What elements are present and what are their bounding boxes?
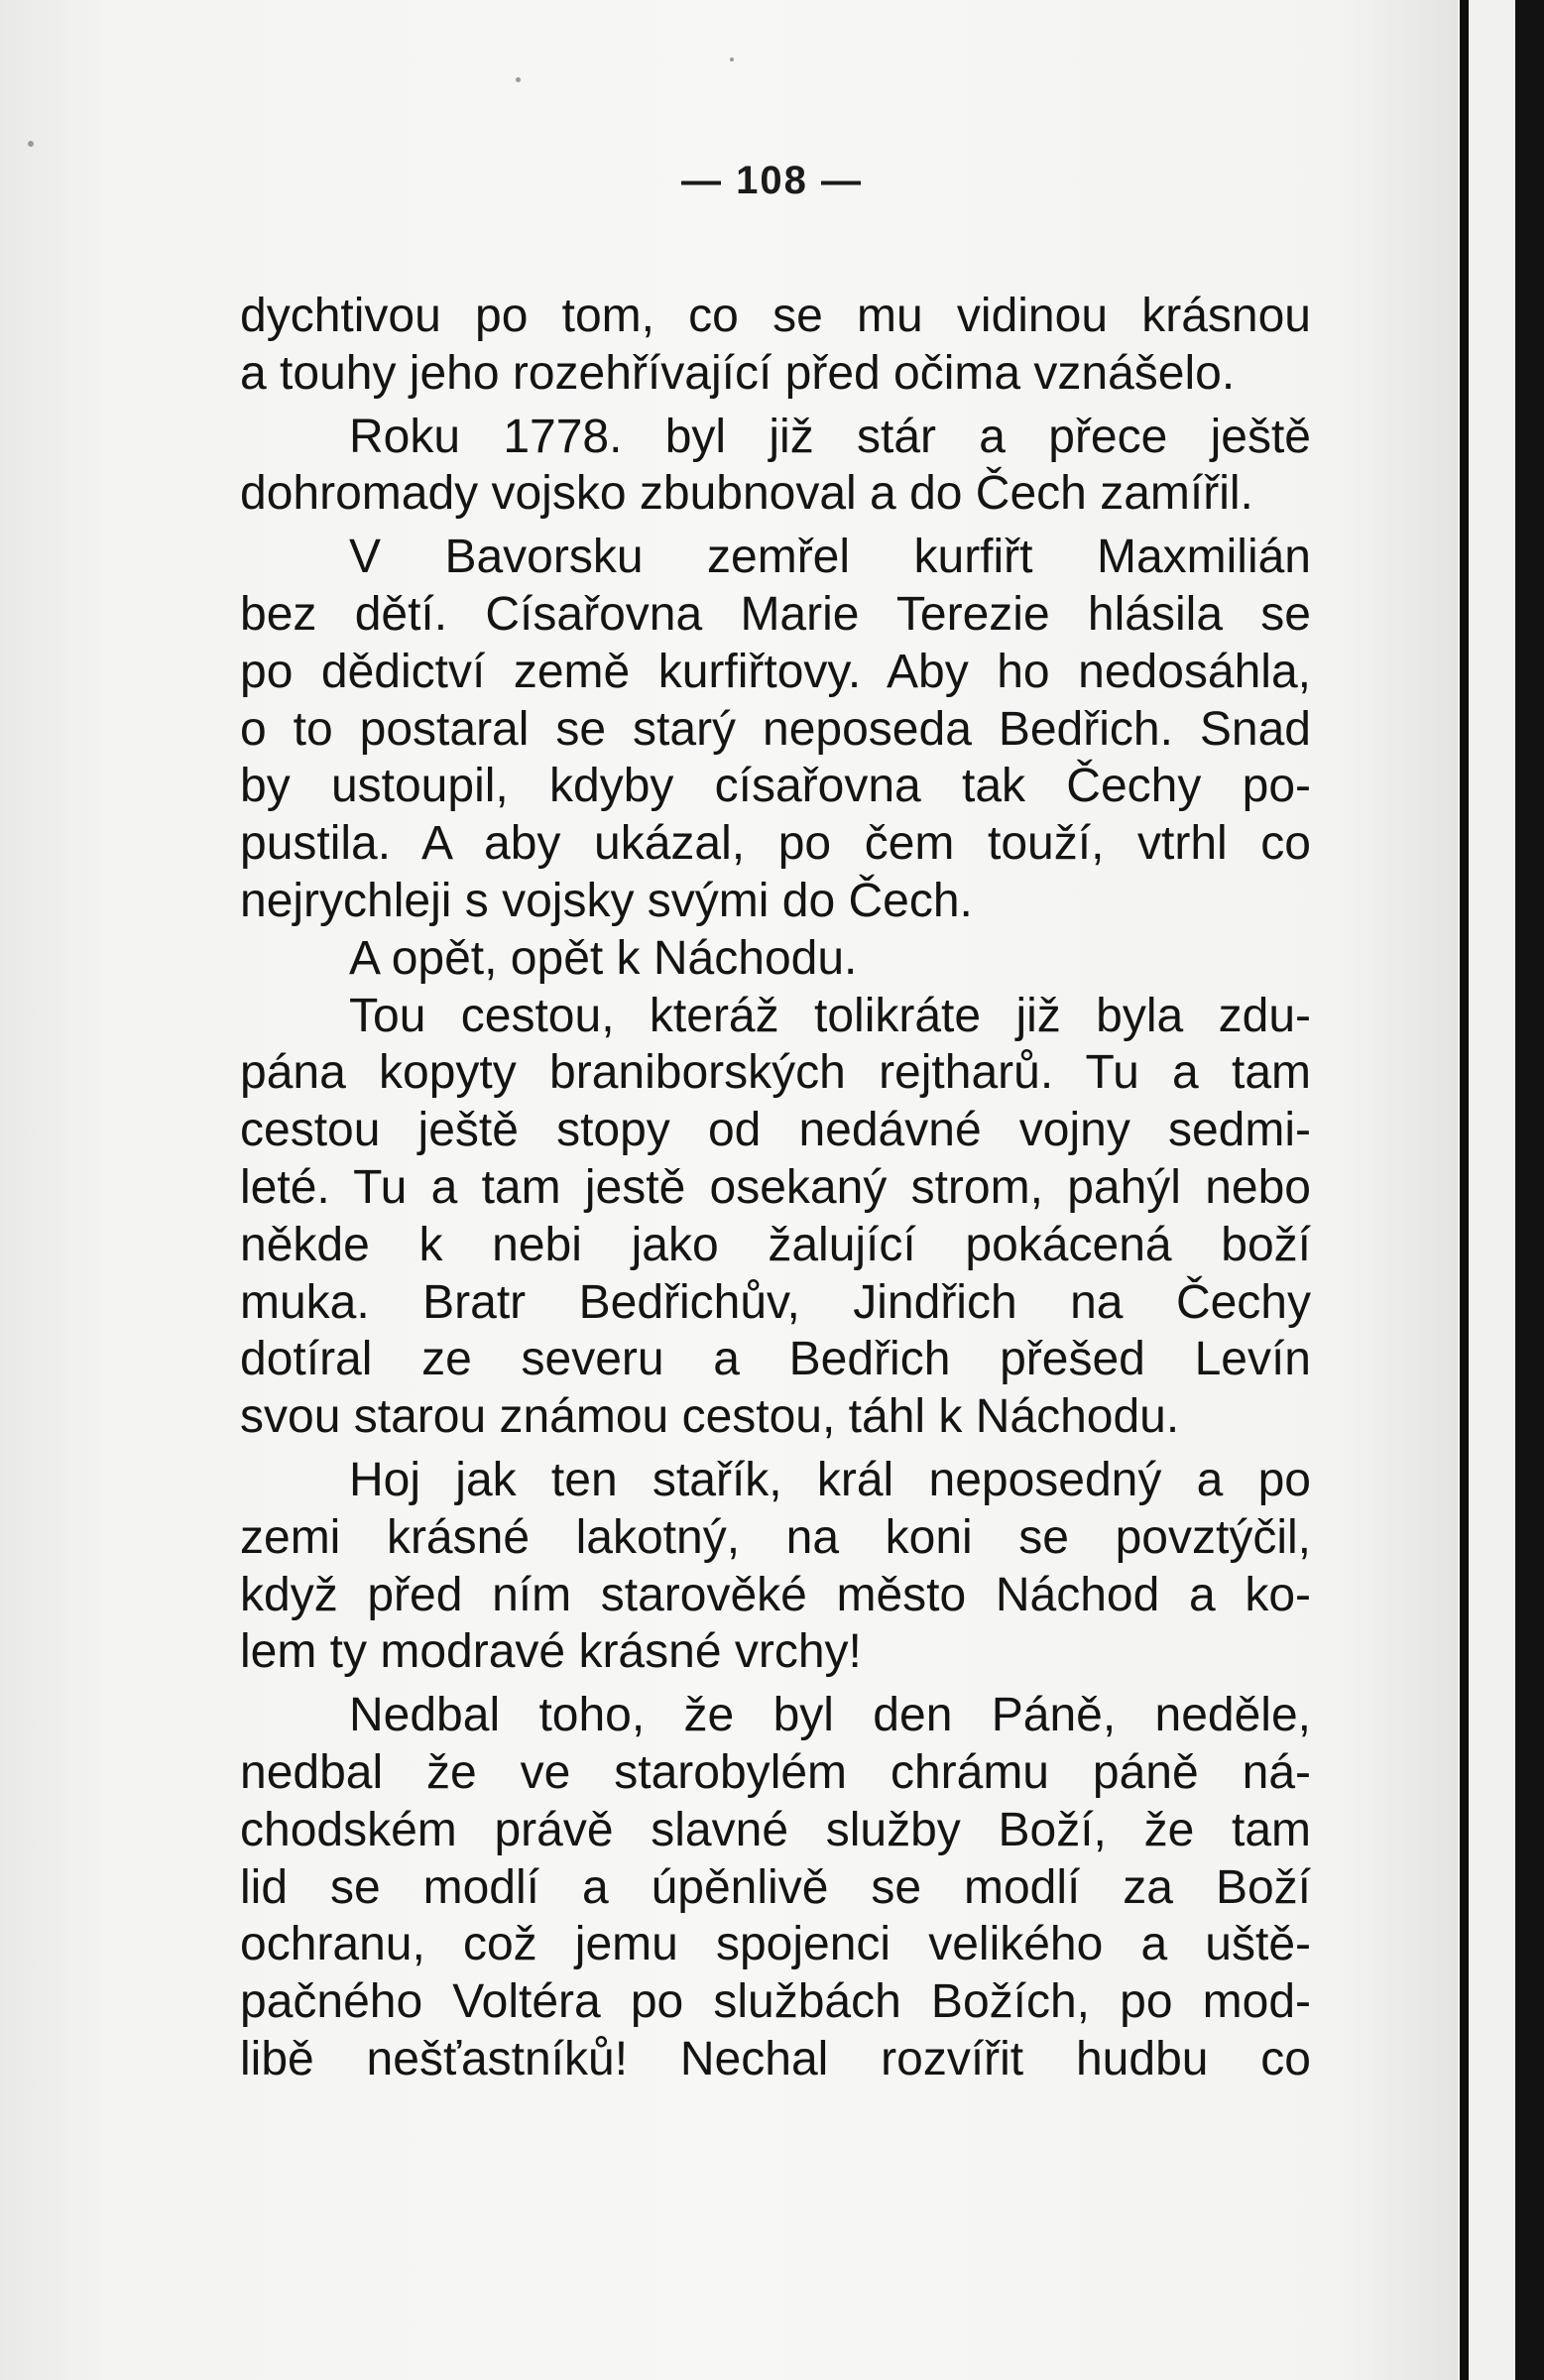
text-line: Hoj jak ten stařík, král neposedný a po (349, 1453, 1311, 1506)
text-line: o to postaral se starý neposeda Bedřich. Snad (240, 702, 1311, 756)
adjacent-page-edge (1458, 0, 1544, 2380)
text-line: V Bavorsku zemřel kurfiřt Maxmilián (349, 531, 1311, 584)
text-line: dotíral ze severu a Bedřich přešed Levín (240, 1333, 1311, 1386)
paper-speck (730, 58, 734, 61)
text-line: někde k nebi jako žalující pokácená boží (240, 1218, 1311, 1271)
text-line: nejrychleji s vojsky svými do Čech. (240, 874, 973, 927)
text-line: lem ty modravé krásné vrchy! (240, 1625, 862, 1679)
text-line: Tou cestou, kteráž tolikráte již byla zdu- (349, 989, 1311, 1042)
text-line: A opět, opět k Náchodu. (349, 931, 858, 985)
text-line: svou starou známou cestou, táhl k Náchodu. (240, 1390, 1180, 1444)
text-line: bez dětí. Císařovna Marie Terezie hlásila se (240, 587, 1311, 641)
text-line: leté. Tu a tam jestě osekaný strom, pahýl nebo (240, 1160, 1311, 1214)
text-line: muka. Bratr Bedřichův, Jindřich na Čechy (240, 1275, 1311, 1329)
text-line: chodském právě slavné služby Boží, že tam (240, 1803, 1311, 1856)
text-line: Nedbal toho, že byl den Páně, neděle, (349, 1689, 1311, 1742)
body-text (240, 288, 1311, 2088)
text-line: dohromady vojsko zbubnoval a do Čech zamířil. (240, 467, 1253, 521)
text-line: pačného Voltéra po službách Božích, po mod- (240, 1975, 1311, 2029)
text-line: by ustoupil, kdyby císařovna tak Čechy po- (240, 760, 1311, 813)
text-line: nedbal že ve starobylém chrámu páně ná- (240, 1745, 1311, 1799)
text-line: zemi krásné lakotný, na koni se povztýčil, (240, 1510, 1311, 1564)
text-line: libě nešťastníků! Nechal rozvířit hudbu co (240, 2032, 1311, 2085)
text-line: ochranu, což jemu spojenci velikého a uště- (240, 1918, 1311, 1971)
text-line: po dědictví země kurfiřtovy. Aby ho nedosáhla, (240, 645, 1311, 698)
text-line: a touhy jeho rozehřívající před očima vznášelo. (240, 346, 1236, 400)
text-line: dychtivou po tom, co se mu vidinou krásnou (240, 290, 1311, 342)
paper-speck (28, 141, 34, 147)
text-line: cestou ještě stopy od nedávné vojny sedmi- (240, 1104, 1311, 1157)
page-number: — 108 — (681, 159, 863, 202)
text-line: Roku 1778. byl již stár a přece ještě (349, 410, 1311, 463)
text-line: lid se modlí a úpěnlivě se modlí za Boží (240, 1860, 1311, 1914)
text-line: pána kopyty braniborských rejtharů. Tu a tam (240, 1046, 1311, 1100)
paper-speck (516, 77, 521, 82)
text-line: když před ním starověké město Náchod a ko- (240, 1568, 1311, 1621)
text-line: pustila. A aby ukázal, po čem touží, vtrhl co (240, 817, 1311, 871)
